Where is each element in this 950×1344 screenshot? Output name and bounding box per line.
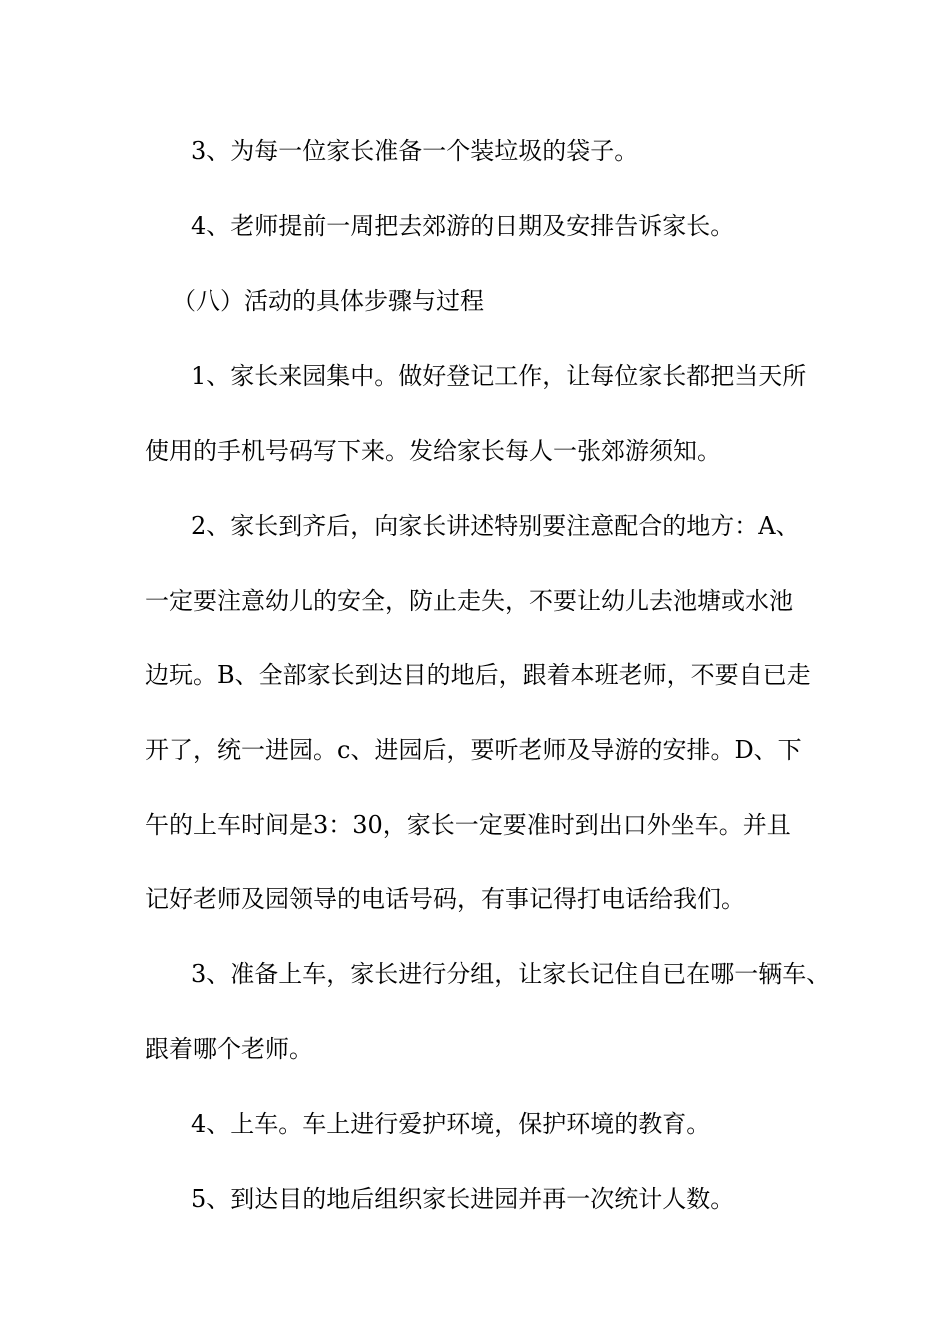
line-text: 一定要注意幼儿的安全，防止走失，不要让幼儿去池塘或水池: [145, 587, 793, 615]
text-line-2: [0, 206, 950, 246]
text-line-12: [0, 954, 950, 994]
text-line-6: [0, 506, 950, 546]
text-line-14: [0, 1104, 950, 1144]
line-text: 2、家长到齐后，向家长讲述特别要注意配合的地方：A、: [191, 512, 800, 540]
line-text: 午的上车时间是3：30，家长一定要准时到出口外坐车。并且: [145, 811, 791, 839]
line-text: 开了，统一进园。c、进园后，要听老师及导游的安排。D、下: [145, 736, 802, 764]
line-text: 边玩。B、全部家长到达目的地后，跟着本班老师，不要自已走: [145, 661, 811, 689]
line-text: 3、准备上车，家长进行分组，让家长记住自已在哪一辆车、: [191, 960, 831, 988]
line-text: 3、为每一位家长准备一个装垃圾的袋子。: [191, 137, 639, 165]
line-text: 4、上车。车上进行爱护环境，保护环境的教育。: [191, 1110, 711, 1138]
line-text: 记好老师及园领导的电话号码，有事记得打电话给我们。: [145, 885, 745, 913]
line-text: 5、到达目的地后组织家长进园并再一次统计人数。: [191, 1185, 735, 1213]
line-text: 使用的手机号码写下来。发给家长每人一张郊游须知。: [145, 437, 721, 465]
text-line-1: [0, 131, 950, 171]
section-heading: [0, 281, 950, 321]
heading-text: （八）活动的具体步骤与过程: [172, 287, 484, 315]
text-line-5: [0, 431, 950, 471]
text-line-4: [0, 356, 950, 396]
line-text: 4、老师提前一周把去郊游的日期及安排告诉家长。: [191, 212, 735, 240]
text-line-13: [0, 1029, 950, 1069]
line-text: 跟着哪个老师。: [145, 1035, 313, 1063]
text-line-7: [0, 581, 950, 621]
text-line-15: [0, 1179, 950, 1219]
line-text: 1、家长来园集中。做好登记工作，让每位家长都把当天所: [191, 362, 807, 390]
text-line-10: [0, 805, 950, 845]
text-line-9: [0, 730, 950, 770]
text-line-8: [0, 655, 950, 695]
text-line-11: [0, 879, 950, 919]
